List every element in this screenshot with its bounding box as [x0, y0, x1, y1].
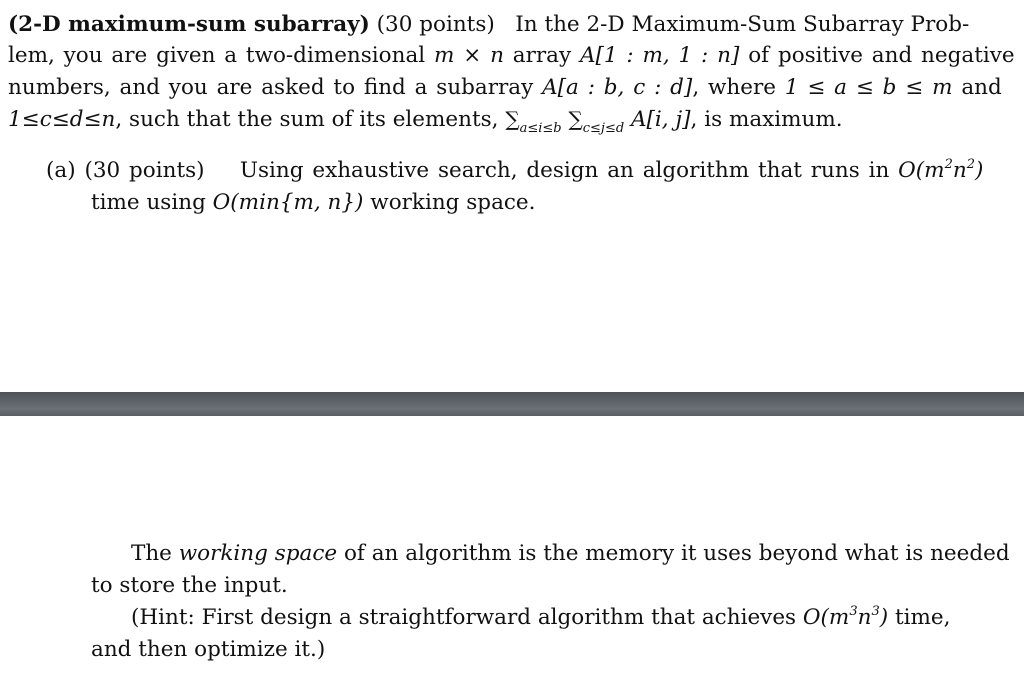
- problem-text: , such that the sum of its elements,: [115, 107, 499, 132]
- note-text: The: [131, 541, 172, 566]
- problem-line-1: [8, 14, 969, 36]
- part-a-line-2: [91, 192, 535, 214]
- exponent: 3: [871, 604, 880, 619]
- big-o-n: n: [857, 605, 872, 630]
- big-o-n: n: [952, 158, 967, 183]
- note-text: to store the input.: [91, 573, 288, 598]
- hint-line-2: [91, 639, 325, 661]
- hint-text: and then optimize it.): [91, 637, 326, 662]
- part-a-text: Using exhaustive search, design an algorithm that runs in: [239, 158, 890, 183]
- exponent: 3: [849, 604, 858, 619]
- problem-text: , where: [692, 75, 776, 100]
- part-a-points: (30 points): [84, 158, 205, 183]
- problem-line-4: [8, 107, 843, 136]
- problem-line-3: [8, 77, 1002, 99]
- problem-line-2: [8, 45, 1015, 67]
- sum-symbol: ∑: [568, 107, 583, 131]
- working-space-term: working space: [178, 541, 338, 566]
- space-complexity: O(min{m, n}): [212, 190, 364, 215]
- hint-line-1: [131, 604, 951, 630]
- note-line-2: [91, 575, 288, 597]
- sum-index-cols: c≤j≤d: [582, 121, 625, 136]
- hint-text: (Hint: First design a straightforward algorithm that achieves: [131, 605, 797, 630]
- problem-title: (2-D maximum-sum subarray): [8, 12, 370, 37]
- big-o-close: ): [975, 158, 984, 183]
- part-a-line-1: [46, 157, 984, 183]
- problem-text: numbers, and you are asked to find a subarray: [8, 75, 534, 100]
- section-divider: [0, 392, 1024, 416]
- part-a-text: time using: [91, 190, 206, 215]
- note-text: of an algorithm is the memory it uses beyond what is needed: [343, 541, 1010, 566]
- hint-text: time,: [894, 605, 951, 630]
- exponent: 2: [966, 157, 975, 172]
- hint-time-complexity: [803, 605, 888, 630]
- index-condition-rows: 1 ≤ a ≤ b ≤ m: [784, 75, 953, 100]
- problem-intro: In the 2-D Maximum-Sum Subarray Prob-: [515, 12, 970, 37]
- exponent: 2: [944, 157, 953, 172]
- problem-text: array: [512, 43, 572, 68]
- note-line-1: [131, 543, 1010, 565]
- problem-text: lem, you are given a two-dimensional: [8, 43, 426, 68]
- element-expr: A[i, j]: [631, 107, 691, 132]
- problem-text: and: [961, 75, 1002, 100]
- part-a-label: (a): [46, 158, 76, 183]
- index-condition-cols: 1≤c≤d≤n: [8, 107, 116, 132]
- part-a-text: working space.: [370, 190, 536, 215]
- time-complexity: [898, 158, 983, 183]
- big-o-close: ): [879, 605, 889, 630]
- subarray-expr: A[a : b, c : d]: [542, 75, 693, 100]
- array-expr: A[1 : m, 1 : n]: [579, 43, 740, 68]
- sum-index-rows: a≤i≤b: [519, 121, 562, 136]
- problem-points: (30 points): [376, 12, 495, 37]
- array-dims: m × n: [434, 43, 504, 68]
- sum-symbol: ∑: [505, 107, 520, 131]
- big-o-open: O(m: [802, 605, 850, 630]
- problem-text: , is maximum.: [690, 107, 843, 132]
- big-o-open: O(m: [898, 158, 945, 183]
- problem-text: of positive and negative: [748, 43, 1015, 68]
